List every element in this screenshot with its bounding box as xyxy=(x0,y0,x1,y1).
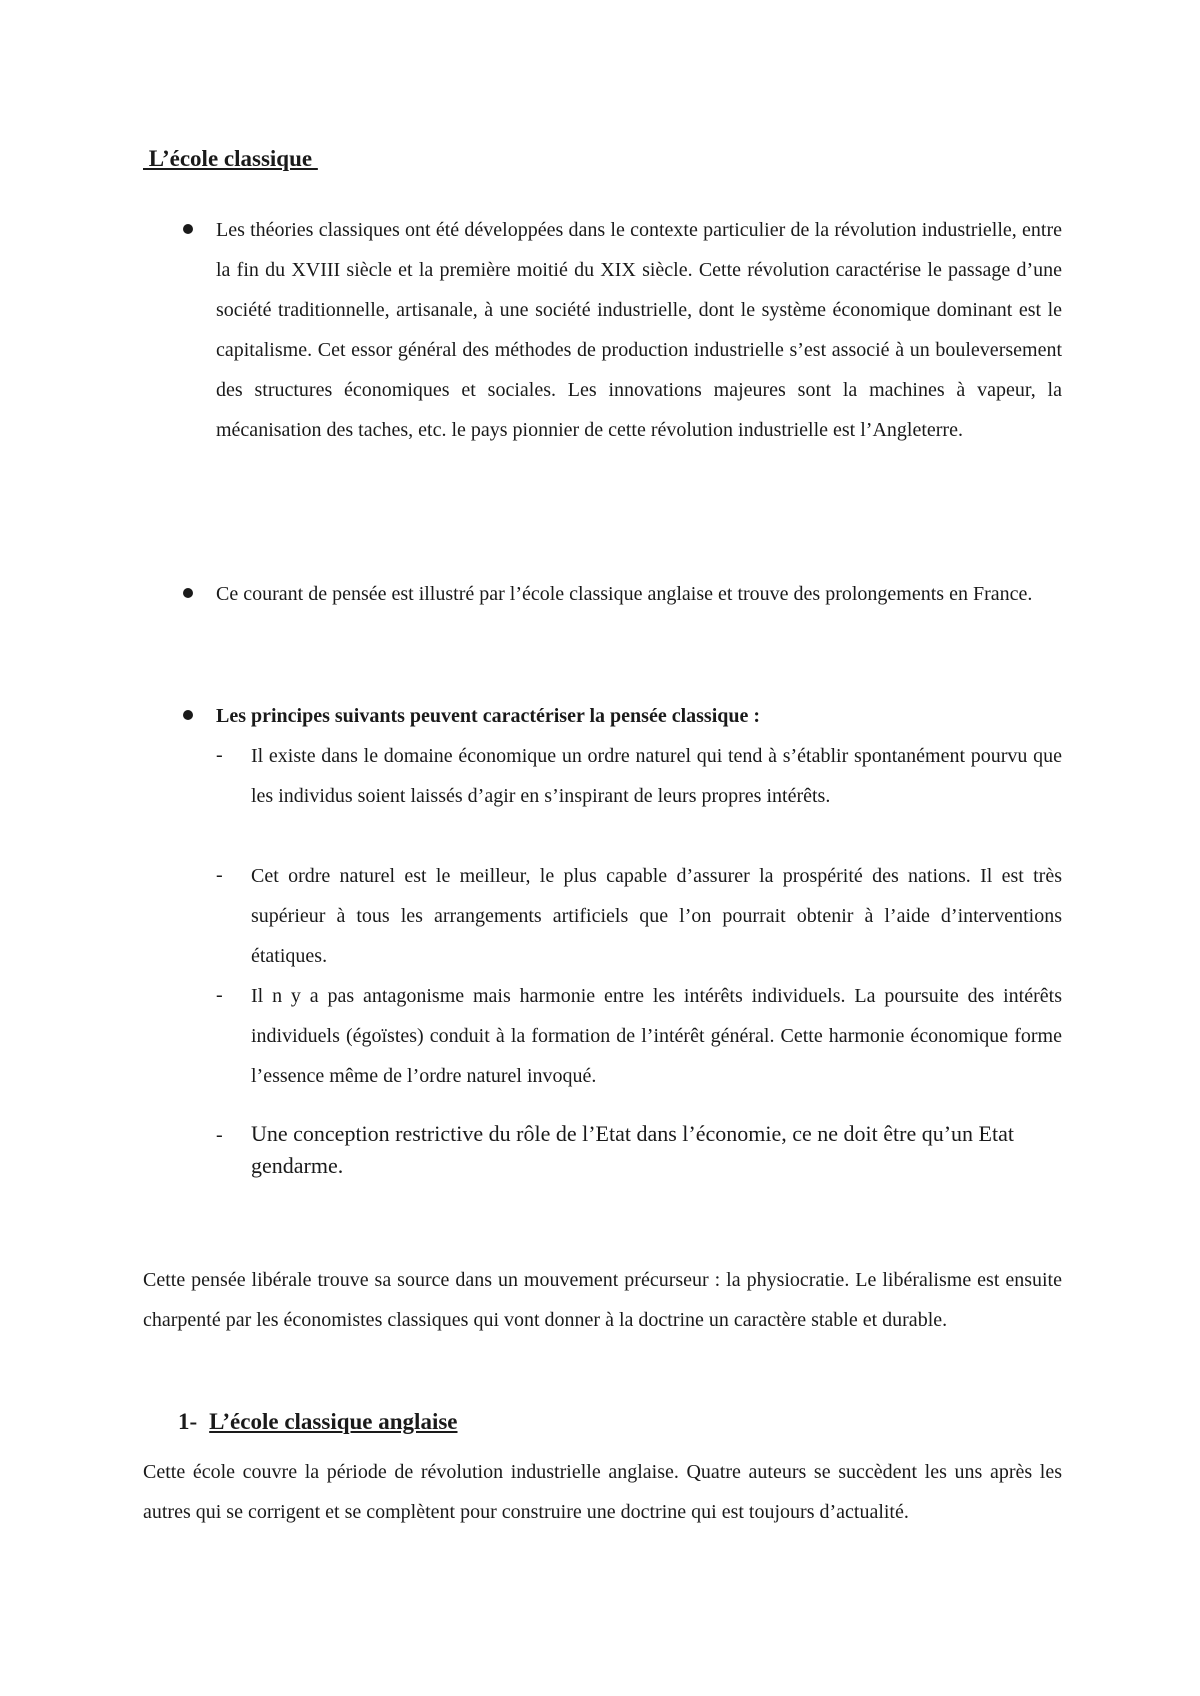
bullet-paragraph: Les théories classiques ont été développées dans le contexte particulier de la révolution industrielle, entre la fin du XVIII siècle et la première moitié du XIX siècle. Cette révolution caractérise le passage d’une société traditionnelle, artisanale, à une société industrielle, dont le système économique dominant est le capitalisme. Cet essor général des méthodes de production industrielle s’est associé à un bouleversement des structures économiques et sociales. Les innovations majeures sont la machines à vapeur, la mécanisation des taches, etc. le pays pionnier de cette révolution industrielle est l’Angleterre. xyxy=(216,219,1062,441)
principle-item: Il existe dans le domaine économique un ordre naturel qui tend à s’établir spontanément pourvu que les individus soient laissés d’agir en s’inspirant de leurs propres intérêts. xyxy=(251,745,1062,807)
bullet-icon xyxy=(183,224,193,234)
page-title: L’école classique xyxy=(143,146,318,171)
bullet-icon xyxy=(183,588,193,598)
section-title: L’école classique anglaise xyxy=(209,1409,458,1434)
principle-item: Il n y a pas antagonisme mais harmonie entre les intérêts individuels. La poursuite des intérêts individuels (égoïstes) conduit à la formation de l’intérêt général. Cette harmonie économique forme l’essence même de l’ordre naturel invoqué. xyxy=(251,985,1062,1087)
bullet-paragraph: Ce courant de pensée est illustré par l’école classique anglaise et trouve des prolongements en France. xyxy=(216,583,1033,605)
section-number: 1- xyxy=(178,1409,198,1434)
principle-item: Cet ordre naturel est le meilleur, le plus capable d’assurer la prospérité des nations. Il est très supérieur à tous les arrangements artificiels que l’on pourrait obtenir à l’aide d’interventions étatiques. xyxy=(251,865,1062,967)
principle-item: Une conception restrictive du rôle de l’Etat dans l’économie, ce ne doit être qu’un Etat gendarme. xyxy=(251,1121,1014,1178)
body-paragraph: Cette pensée libérale trouve sa source dans un mouvement précurseur : la physiocratie. Le libéralisme est ensuite charpenté par les économistes classiques qui vont donner à la doctrine un caractère stable et durable. xyxy=(143,1269,1062,1331)
body-paragraph: Cette école couvre la période de révolution industrielle anglaise. Quatre auteurs se succèdent les uns après les autres qui se corrigent et se complètent pour construire une doctrine qui est toujours d’actualité. xyxy=(143,1461,1062,1523)
bullet-heading: Les principes suivants peuvent caractériser la pensée classique : xyxy=(216,705,761,727)
dash-marker: - xyxy=(216,744,223,766)
dash-marker: - xyxy=(216,1124,223,1146)
section-heading xyxy=(178,1409,458,1435)
dash-marker: - xyxy=(216,864,223,886)
bullet-icon xyxy=(183,710,193,720)
dash-marker: - xyxy=(216,984,223,1006)
